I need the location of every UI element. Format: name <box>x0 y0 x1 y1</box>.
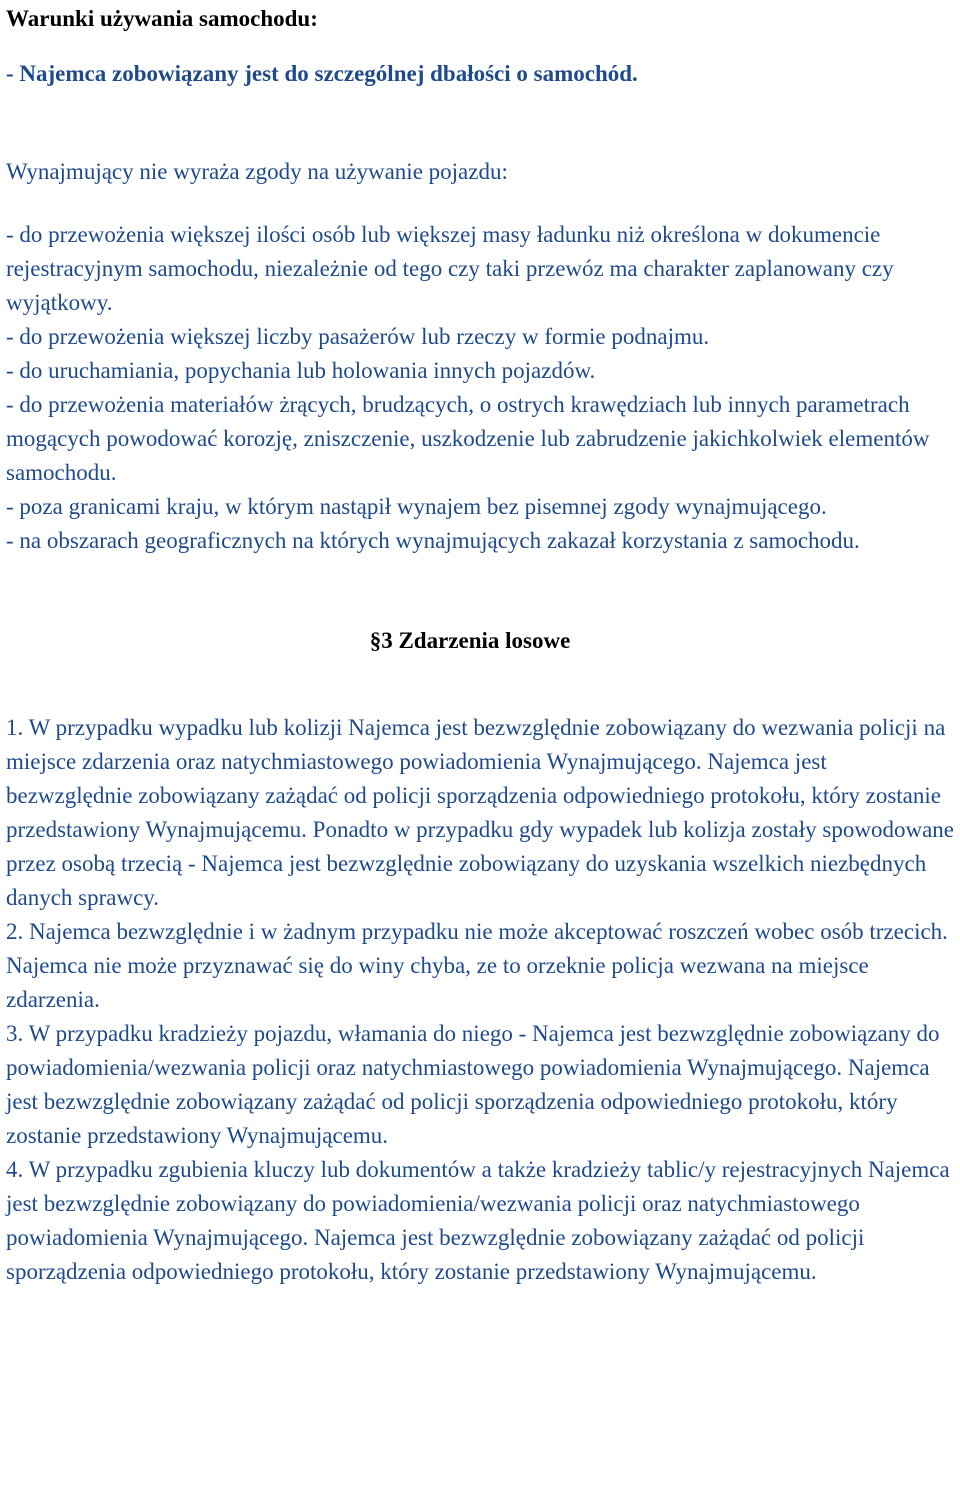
event-clause: 2. Najemca bezwzględnie i w żadnym przypadku nie może akceptować roszczeń wobec osób trzecich. Najemca nie może przyznawać się do winy chyba, ze to orzeknie policja wezwana na miejsce zdarzenia. <box>6 919 948 1012</box>
document-page <box>6 0 954 1289</box>
restrictions-list <box>6 218 954 558</box>
section-title: §3 Zdarzenia losowe <box>369 628 571 653</box>
event-clause: 3. W przypadku kradzieży pojazdu, włamania do niego - Najemca jest bezwzględnie zobowiązany do powiadomienia/wezwania policji oraz natychmiastowego powiadomienia Wynajmującego. Najemca jest bezwzględnie zobowiązany zażądać od policji sporządzenia odpowiedniego protokołu, który zostanie przedstawiony Wynajmującemu. <box>6 1021 940 1148</box>
restriction-item: - do przewożenia większej liczby pasażerów lub rzeczy w formie podnajmu. <box>6 324 710 349</box>
restriction-item: - do przewożenia większej ilości osób lub większej masy ładunku niż określona w dokumencie rejestracyjnym samochodu, niezależnie od tego czy taki przewóz ma charakter zaplanowany czy wyjątkowy. <box>6 222 894 315</box>
care-note: - Najemca zobowiązany jest do szczególnej dbałości o samochód. <box>6 61 638 86</box>
event-clause: 4. W przypadku zgubienia kluczy lub dokumentów a także kradzieży tablic/y rejestracyjnych Najemca jest bezwzględnie zobowiązany do powiadomienia/wezwania policji oraz natychmiastowego powiadomienia Wynajmującego. Najemca jest bezwzględnie zobowiązany zażądać od policji sporządzenia odpowiedniego protokołu, który zostanie przedstawiony Wynajmującemu. <box>6 1157 950 1284</box>
restriction-item: - poza granicami kraju, w którym nastąpił wynajem bez pisemnej zgody wynajmującego. <box>6 494 827 519</box>
event-clause: 1. W przypadku wypadku lub kolizji Najemca jest bezwzględnie zobowiązany do wezwania policji na miejsce zdarzenia oraz natychmiastowego powiadomienia Wynajmującego. Najemca jest bezwzględnie zobowiązany zażądać od policji sporządzenia odpowiedniego protokołu, który zostanie przedstawiony Wynajmującemu. Ponadto w przypadku gdy wypadek lub kolizja zostały spowodowane przez osobą trzecią - Najemca jest bezwzględnie zobowiązany do uzyskania wszelkich niezbędnych danych sprawcy. <box>6 715 954 910</box>
restriction-item: - na obszarach geograficznych na których wynajmujących zakazał korzystania z samochodu. <box>6 528 860 553</box>
document-heading: Warunki używania samochodu: <box>6 6 318 31</box>
consent-intro: Wynajmujący nie wyraża zgody na używanie pojazdu: <box>6 159 508 184</box>
restriction-item: - do uruchamiania, popychania lub holowania innych pojazdów. <box>6 358 596 383</box>
events-list <box>6 711 954 1289</box>
restriction-item: - do przewożenia materiałów żrących, brudzących, o ostrych krawędziach lub innych parametrach mogących powodować korozję, zniszczenie, uszkodzenie lub zabrudzenie jakichkolwiek elementów samochodu. <box>6 392 930 485</box>
